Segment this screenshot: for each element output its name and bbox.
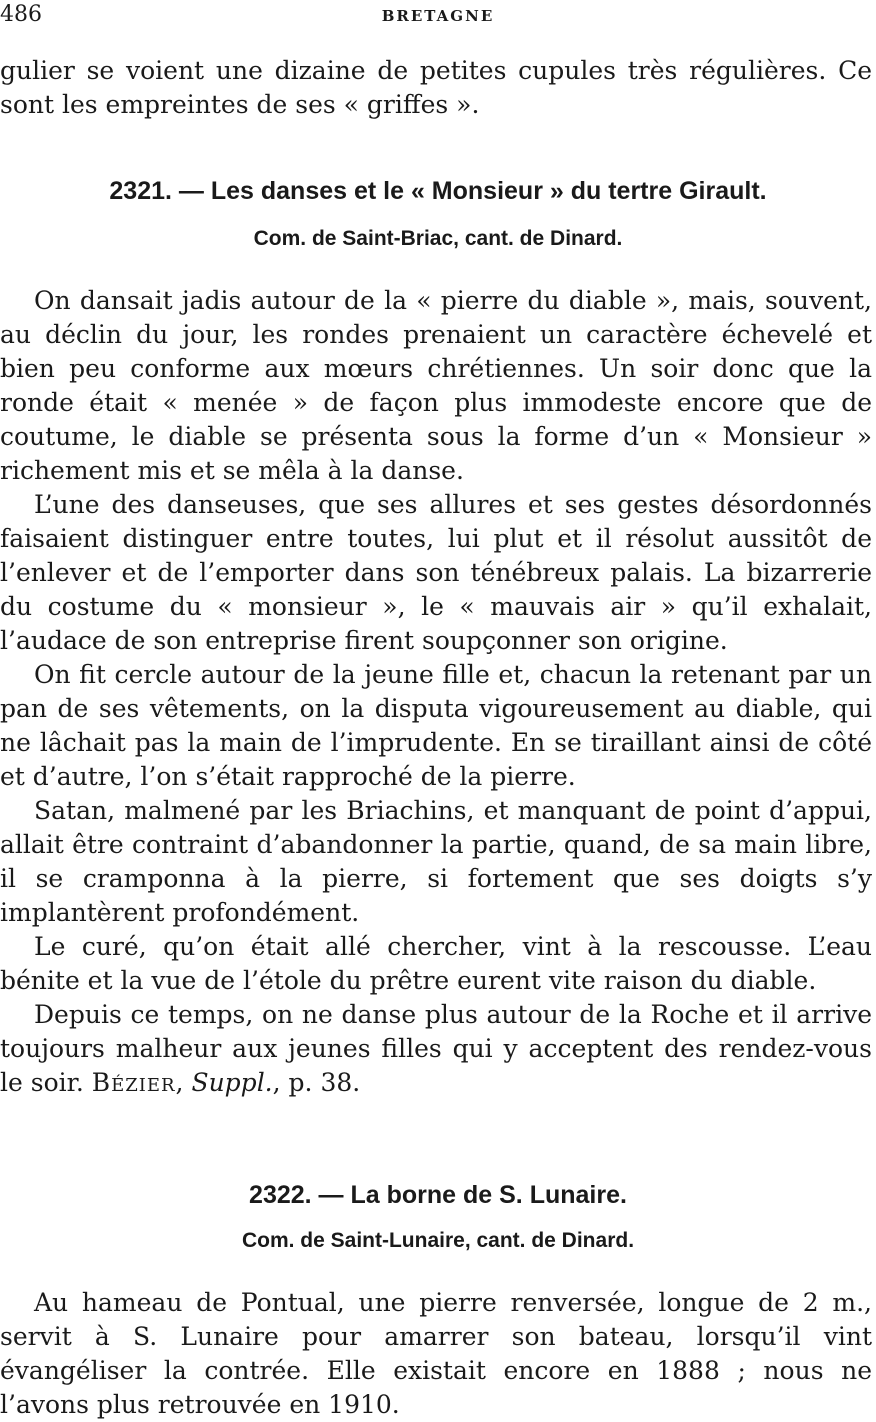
paragraph-with-citation: Depuis ce temps, on ne danse plus autour de la Roche et il arrive toujours malheur aux jeunes filles qui y acceptent des rendez-vous le soir. Bézier, Suppl., p. 38.: [0, 1000, 872, 1097]
citation-work: Suppl.: [191, 1068, 273, 1097]
page-number: 486: [0, 2, 42, 27]
continuation-paragraph: gulier se voient une dizaine de petites cupules très régulières. Ce sont les empreintes de ses « griffes ».: [0, 56, 872, 119]
paragraph: On dansait jadis autour de la « pierre du diable », mais, souvent, au déclin du jour, les rondes prenaient un caractère échevelé et bien peu conforme aux mœurs chrétiennes. Un soir donc que la ronde était « menée » de façon plus immodeste encore que de coutume, le diable se présenta sous la forme d’un « Monsieur » richement mis et se mêla à la danse.: [0, 286, 872, 485]
section-2322-title: 2322. — La borne de S. Lunaire.: [249, 1181, 627, 1209]
section-2321-title: 2321. — Les danses et le « Monsieur » du tertre Girault.: [109, 177, 767, 205]
paragraph: Satan, malmené par les Briachins, et manquant de point d’appui, allait être contraint d’abandonner la partie, quand, de sa main libre, il se cramponna à la pierre, si fortement que ses doigts s’y implantèrent profondément.: [0, 796, 872, 927]
paragraph: Au hameau de Pontual, une pierre renversée, longue de 2 m., servit à S. Lunaire pour amarrer son bateau, lorsqu’il vint évangéliser la contrée. Elle existait encore en 1888 ; nous ne l’avons plus retrouvée en 1910.: [0, 1288, 872, 1419]
page-header: [0, 2, 876, 28]
running-title: BRETAGNE: [381, 7, 495, 25]
continuation-text: [0, 54, 872, 122]
paragraph-text: Depuis ce temps, on ne danse plus autour de la Roche et il arrive toujours malheur aux jeunes filles qui y acceptent des rendez-vous le soir.: [0, 1000, 872, 1097]
paragraph: Le curé, qu’on était allé chercher, vint à la rescousse. L’eau bénite et la vue de l’étole du prêtre eurent vite raison du diable.: [0, 932, 872, 995]
paragraph: L’une des danseuses, que ses allures et ses gestes désordonnés faisaient distinguer entre toutes, lui plut et il résolut aussitôt de l’enlever et de l’emporter dans son ténébreux palais. La bizarrerie du costume du « monsieur », le « mauvais air » qu’il exhalait, l’audace de son entreprise firent soupçonner son origine.: [0, 490, 872, 655]
paragraph: On fit cercle autour de la jeune fille et, chacun la retenant par un pan de ses vêtements, on la disputa vigoureusement au diable, qui ne lâchait pas la main de l’imprudente. En se tiraillant ainsi de côté et d’autre, l’on s’était rapproché de la pierre.: [0, 660, 872, 791]
citation-author: Bézier: [91, 1068, 176, 1097]
section-2322-body: [0, 1286, 872, 1422]
citation-page: p. 38.: [288, 1068, 361, 1097]
section-2321-body: [0, 284, 872, 1100]
section-2321-location: Com. de Saint-Briac, cant. de Dinard.: [253, 227, 623, 250]
section-2322-location: Com. de Saint-Lunaire, cant. de Dinard.: [241, 1229, 635, 1252]
